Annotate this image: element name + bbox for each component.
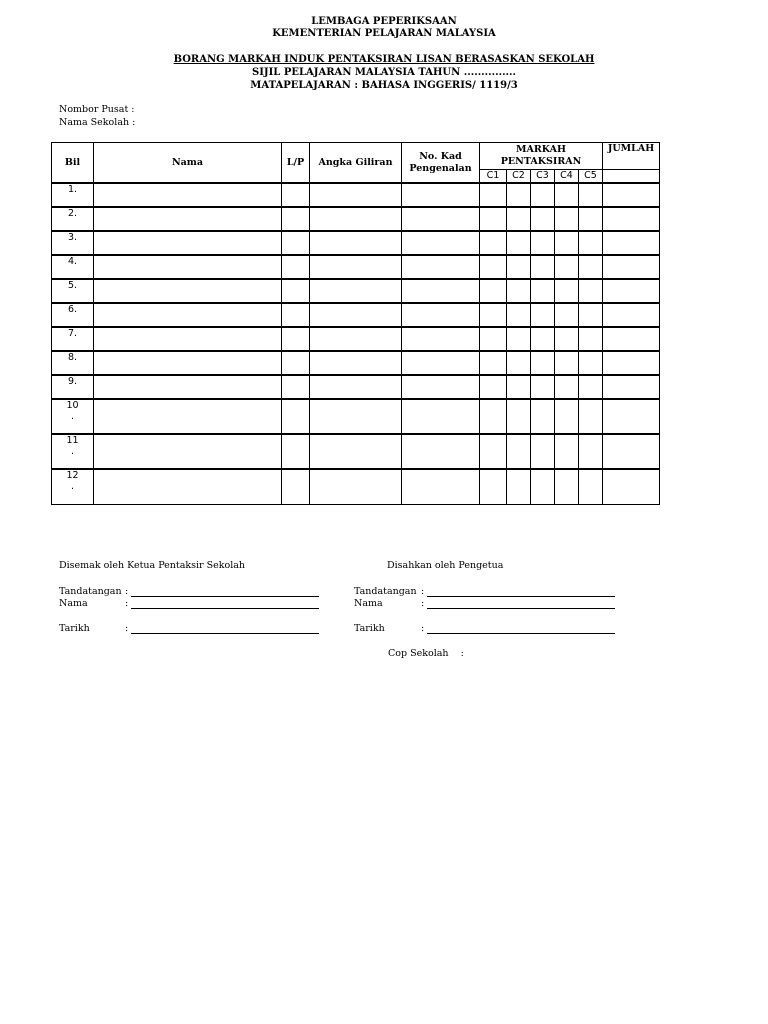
left-tarikh-line[interactable] bbox=[131, 633, 319, 634]
cell-nama[interactable] bbox=[94, 207, 282, 231]
header-no-kad: No. Kad Pengenalan bbox=[402, 143, 480, 184]
cell-lp[interactable] bbox=[282, 375, 310, 399]
cell-jumlah[interactable] bbox=[603, 469, 660, 504]
cell-lp[interactable] bbox=[282, 207, 310, 231]
cell-c5[interactable] bbox=[579, 469, 603, 504]
cell-c1[interactable] bbox=[480, 399, 507, 434]
row-number: 1. bbox=[52, 183, 94, 207]
right-nama-colon: : bbox=[421, 598, 425, 609]
cell-c3[interactable] bbox=[531, 279, 555, 303]
cell-angka-giliran[interactable] bbox=[310, 399, 402, 434]
cell-jumlah[interactable] bbox=[603, 231, 660, 255]
cell-c2[interactable] bbox=[507, 303, 531, 327]
row-number: 3. bbox=[52, 231, 94, 255]
right-tarikh-line[interactable] bbox=[427, 633, 615, 634]
cell-c2[interactable] bbox=[507, 255, 531, 279]
cell-no-kad[interactable] bbox=[402, 351, 480, 375]
cell-lp[interactable] bbox=[282, 279, 310, 303]
cell-nama[interactable] bbox=[94, 303, 282, 327]
table-row bbox=[52, 303, 660, 327]
cell-nama[interactable] bbox=[94, 434, 282, 469]
table-row bbox=[52, 434, 660, 469]
cell-angka-giliran[interactable] bbox=[310, 231, 402, 255]
cell-lp[interactable] bbox=[282, 183, 310, 207]
cell-jumlah[interactable] bbox=[603, 255, 660, 279]
cell-c3[interactable] bbox=[531, 399, 555, 434]
cell-c5[interactable] bbox=[579, 375, 603, 399]
cell-angka-giliran[interactable] bbox=[310, 375, 402, 399]
cell-c3[interactable] bbox=[531, 231, 555, 255]
cell-c2[interactable] bbox=[507, 469, 531, 504]
cell-c1[interactable] bbox=[480, 327, 507, 351]
header-lp: L/P bbox=[282, 143, 310, 184]
cell-jumlah[interactable] bbox=[603, 434, 660, 469]
right-tandatangan-line[interactable] bbox=[427, 596, 615, 597]
cell-c4[interactable] bbox=[555, 183, 579, 207]
cell-angka-giliran[interactable] bbox=[310, 279, 402, 303]
cell-c1[interactable] bbox=[480, 434, 507, 469]
left-tarikh-colon: : bbox=[125, 623, 129, 634]
cell-angka-giliran[interactable] bbox=[310, 303, 402, 327]
header-line-1: LEMBAGA PEPERIKSAAN bbox=[311, 16, 457, 27]
cell-c3[interactable] bbox=[531, 375, 555, 399]
row-number: 6. bbox=[52, 303, 94, 327]
table-row bbox=[52, 183, 660, 207]
cell-jumlah[interactable] bbox=[603, 207, 660, 231]
cell-c4[interactable] bbox=[555, 231, 579, 255]
cell-nama[interactable] bbox=[94, 183, 282, 207]
cell-c5[interactable] bbox=[579, 279, 603, 303]
cell-c4[interactable] bbox=[555, 375, 579, 399]
header-jumlah: JUMLAH bbox=[603, 143, 660, 170]
marks-table bbox=[51, 142, 660, 505]
cell-no-kad[interactable] bbox=[402, 255, 480, 279]
cell-c1[interactable] bbox=[480, 303, 507, 327]
cell-no-kad[interactable] bbox=[402, 327, 480, 351]
cell-angka-giliran[interactable] bbox=[310, 469, 402, 504]
cell-c5[interactable] bbox=[579, 399, 603, 434]
cell-c3[interactable] bbox=[531, 255, 555, 279]
row-number: 7. bbox=[52, 327, 94, 351]
right-tandatangan-colon: : bbox=[421, 586, 425, 597]
header-line-2: KEMENTERIAN PELAJARAN MALAYSIA bbox=[272, 28, 496, 39]
cell-lp[interactable] bbox=[282, 255, 310, 279]
row-number: 11 . bbox=[52, 434, 94, 469]
cell-c1[interactable] bbox=[480, 469, 507, 504]
header-c1: C1 bbox=[480, 170, 507, 184]
row-number: 5. bbox=[52, 279, 94, 303]
cell-jumlah[interactable] bbox=[603, 327, 660, 351]
left-tandatangan-line[interactable] bbox=[131, 596, 319, 597]
table-row bbox=[52, 279, 660, 303]
cell-no-kad[interactable] bbox=[402, 469, 480, 504]
row-number: 2. bbox=[52, 207, 94, 231]
header-line-5: MATAPELAJARAN : BAHASA INGGERIS/ 1119/3 bbox=[250, 80, 518, 91]
cell-c1[interactable] bbox=[480, 207, 507, 231]
cell-c3[interactable] bbox=[531, 183, 555, 207]
header-line-4: SIJIL PELAJARAN MALAYSIA TAHUN ............... bbox=[252, 67, 516, 78]
cell-c4[interactable] bbox=[555, 279, 579, 303]
right-nama-line[interactable] bbox=[427, 608, 615, 609]
cell-c1[interactable] bbox=[480, 255, 507, 279]
cell-c3[interactable] bbox=[531, 434, 555, 469]
cell-lp[interactable] bbox=[282, 434, 310, 469]
nombor-pusat-label: Nombor Pusat : bbox=[59, 104, 135, 115]
cell-c2[interactable] bbox=[507, 183, 531, 207]
header-nama: Nama bbox=[94, 143, 282, 184]
cell-nama[interactable] bbox=[94, 279, 282, 303]
cell-lp[interactable] bbox=[282, 327, 310, 351]
cell-nama[interactable] bbox=[94, 327, 282, 351]
cell-angka-giliran[interactable] bbox=[310, 207, 402, 231]
cell-c4[interactable] bbox=[555, 255, 579, 279]
table-row bbox=[52, 207, 660, 231]
cell-c5[interactable] bbox=[579, 207, 603, 231]
cell-c3[interactable] bbox=[531, 469, 555, 504]
cell-c3[interactable] bbox=[531, 327, 555, 351]
table-row bbox=[52, 375, 660, 399]
header-c3: C3 bbox=[531, 170, 555, 184]
cell-nama[interactable] bbox=[94, 469, 282, 504]
left-nama-label: Nama bbox=[59, 598, 88, 609]
header-markah: MARKAH PENTAKSIRAN bbox=[480, 143, 603, 170]
cell-jumlah[interactable] bbox=[603, 279, 660, 303]
cell-c4[interactable] bbox=[555, 434, 579, 469]
cell-nama[interactable] bbox=[94, 375, 282, 399]
left-tandatangan-colon: : bbox=[125, 586, 129, 597]
cell-angka-giliran[interactable] bbox=[310, 434, 402, 469]
left-tarikh-label: Tarikh bbox=[59, 623, 90, 634]
cell-c1[interactable] bbox=[480, 279, 507, 303]
cell-c3[interactable] bbox=[531, 351, 555, 375]
cell-no-kad[interactable] bbox=[402, 183, 480, 207]
cell-angka-giliran[interactable] bbox=[310, 183, 402, 207]
cell-angka-giliran[interactable] bbox=[310, 351, 402, 375]
header-c4: C4 bbox=[555, 170, 579, 184]
cell-c2[interactable] bbox=[507, 375, 531, 399]
right-nama-label: Nama bbox=[354, 598, 383, 609]
row-number: 9. bbox=[52, 375, 94, 399]
right-tarikh-label: Tarikh bbox=[354, 623, 385, 634]
left-signature-title: Disemak oleh Ketua Pentaksir Sekolah bbox=[59, 560, 246, 571]
cell-angka-giliran[interactable] bbox=[310, 255, 402, 279]
header-bil: Bil bbox=[52, 143, 94, 184]
cell-jumlah[interactable] bbox=[603, 351, 660, 375]
cell-no-kad[interactable] bbox=[402, 399, 480, 434]
cell-c5[interactable] bbox=[579, 351, 603, 375]
cell-c2[interactable] bbox=[507, 207, 531, 231]
cell-jumlah[interactable] bbox=[603, 303, 660, 327]
left-nama-line[interactable] bbox=[131, 608, 319, 609]
cell-c4[interactable] bbox=[555, 207, 579, 231]
cell-jumlah[interactable] bbox=[603, 375, 660, 399]
cell-c2[interactable] bbox=[507, 351, 531, 375]
right-tandatangan-label: Tandatangan bbox=[354, 586, 417, 597]
cell-c1[interactable] bbox=[480, 231, 507, 255]
cell-c5[interactable] bbox=[579, 255, 603, 279]
table-row bbox=[52, 469, 660, 504]
cell-c2[interactable] bbox=[507, 327, 531, 351]
cell-lp[interactable] bbox=[282, 351, 310, 375]
cell-c2[interactable] bbox=[507, 231, 531, 255]
cell-lp[interactable] bbox=[282, 469, 310, 504]
cop-sekolah-label: Cop Sekolah : bbox=[388, 648, 464, 659]
cell-c5[interactable] bbox=[579, 231, 603, 255]
cell-c4[interactable] bbox=[555, 351, 579, 375]
header-angka-giliran: Angka Giliran bbox=[310, 143, 402, 184]
cell-c5[interactable] bbox=[579, 303, 603, 327]
table-row bbox=[52, 327, 660, 351]
header-c5: C5 bbox=[579, 170, 603, 184]
row-number: 4. bbox=[52, 255, 94, 279]
cell-c3[interactable] bbox=[531, 207, 555, 231]
cell-c2[interactable] bbox=[507, 399, 531, 434]
row-number: 12 . bbox=[52, 469, 94, 504]
cell-c1[interactable] bbox=[480, 375, 507, 399]
cell-angka-giliran[interactable] bbox=[310, 327, 402, 351]
cell-nama[interactable] bbox=[94, 351, 282, 375]
cell-c2[interactable] bbox=[507, 279, 531, 303]
nama-sekolah-label: Nama Sekolah : bbox=[59, 117, 136, 128]
right-tarikh-colon: : bbox=[421, 623, 425, 634]
row-number: 10 . bbox=[52, 399, 94, 434]
cell-jumlah[interactable] bbox=[603, 183, 660, 207]
cell-c2[interactable] bbox=[507, 434, 531, 469]
right-signature-title: Disahkan oleh Pengetua bbox=[387, 560, 504, 571]
cell-no-kad[interactable] bbox=[402, 303, 480, 327]
header-jumlah-sub bbox=[603, 170, 660, 184]
cell-c4[interactable] bbox=[555, 469, 579, 504]
left-nama-colon: : bbox=[125, 598, 129, 609]
cell-nama[interactable] bbox=[94, 399, 282, 434]
cell-no-kad[interactable] bbox=[402, 434, 480, 469]
cell-c5[interactable] bbox=[579, 327, 603, 351]
cell-no-kad[interactable] bbox=[402, 231, 480, 255]
cell-c4[interactable] bbox=[555, 327, 579, 351]
form-title: BORANG MARKAH INDUK PENTAKSIRAN LISAN BERASASKAN SEKOLAH bbox=[173, 54, 595, 65]
cell-no-kad[interactable] bbox=[402, 279, 480, 303]
cell-c4[interactable] bbox=[555, 399, 579, 434]
header-c2: C2 bbox=[507, 170, 531, 184]
table-row bbox=[52, 255, 660, 279]
table-row bbox=[52, 351, 660, 375]
cell-no-kad[interactable] bbox=[402, 207, 480, 231]
cell-c1[interactable] bbox=[480, 351, 507, 375]
cell-no-kad[interactable] bbox=[402, 375, 480, 399]
table-row bbox=[52, 399, 660, 434]
row-number: 8. bbox=[52, 351, 94, 375]
cell-nama[interactable] bbox=[94, 231, 282, 255]
cell-c5[interactable] bbox=[579, 183, 603, 207]
cell-lp[interactable] bbox=[282, 303, 310, 327]
cell-lp[interactable] bbox=[282, 399, 310, 434]
cell-c1[interactable] bbox=[480, 183, 507, 207]
cell-jumlah[interactable] bbox=[603, 399, 660, 434]
cell-c5[interactable] bbox=[579, 434, 603, 469]
left-tandatangan-label: Tandatangan bbox=[59, 586, 122, 597]
cell-c4[interactable] bbox=[555, 303, 579, 327]
table-row bbox=[52, 231, 660, 255]
cell-c3[interactable] bbox=[531, 303, 555, 327]
cell-lp[interactable] bbox=[282, 231, 310, 255]
cell-nama[interactable] bbox=[94, 255, 282, 279]
